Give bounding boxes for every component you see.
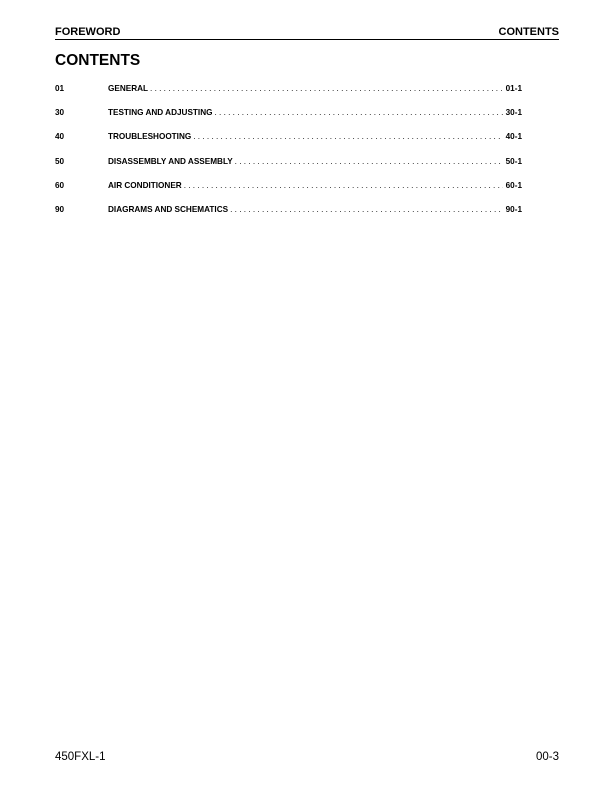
toc-section-title: TROUBLESHOOTING [108, 132, 192, 142]
toc-entry [108, 132, 522, 142]
toc-leader-dots [235, 157, 503, 167]
toc-section-number: 40 [55, 132, 65, 142]
toc-page-ref: 60-1 [505, 180, 522, 190]
toc-entry [108, 108, 522, 118]
toc-page-ref: 50-1 [505, 156, 522, 166]
toc-section-title: AIR CONDITIONER [108, 180, 182, 190]
header-topic-label: CONTENTS [498, 26, 559, 38]
toc-row-60[interactable] [55, 181, 522, 205]
toc-row-50[interactable] [55, 157, 522, 181]
toc-section-number: 60 [55, 180, 65, 190]
toc-leader-dots [150, 84, 503, 94]
toc-row-01[interactable] [55, 84, 522, 108]
toc-section-number: 90 [55, 204, 65, 214]
footer-page-number: 00-3 [535, 751, 559, 763]
toc-entry [108, 157, 522, 167]
toc-entry [108, 84, 522, 94]
page-header [55, 26, 559, 40]
toc-row-90[interactable] [55, 205, 522, 229]
toc-section-number: 50 [55, 156, 65, 166]
toc-section-number: 30 [55, 108, 65, 118]
toc-row-30[interactable] [55, 108, 522, 132]
toc-row-40[interactable] [55, 132, 522, 156]
footer-model-label: 450FXL-1 [55, 751, 106, 763]
table-of-contents [55, 84, 522, 229]
toc-section-title: TESTING AND ADJUSTING [108, 108, 213, 118]
toc-section-number: 01 [55, 84, 65, 93]
page-title: CONTENTS [55, 52, 141, 69]
toc-page-ref: 40-1 [505, 132, 522, 142]
header-section-label: FOREWORD [55, 26, 121, 38]
toc-leader-dots [214, 108, 502, 118]
toc-leader-dots [230, 205, 503, 215]
toc-page-ref: 90-1 [505, 204, 522, 214]
toc-section-title: DISASSEMBLY AND ASSEMBLY [108, 156, 233, 166]
toc-section-title: GENERAL [108, 84, 149, 93]
toc-page-ref: 01-1 [505, 84, 522, 93]
toc-leader-dots [193, 132, 502, 142]
toc-section-title: DIAGRAMS AND SCHEMATICS [108, 204, 229, 214]
toc-page-ref: 30-1 [505, 108, 522, 118]
toc-leader-dots [184, 181, 503, 191]
toc-entry [108, 181, 522, 191]
toc-entry [108, 205, 522, 215]
